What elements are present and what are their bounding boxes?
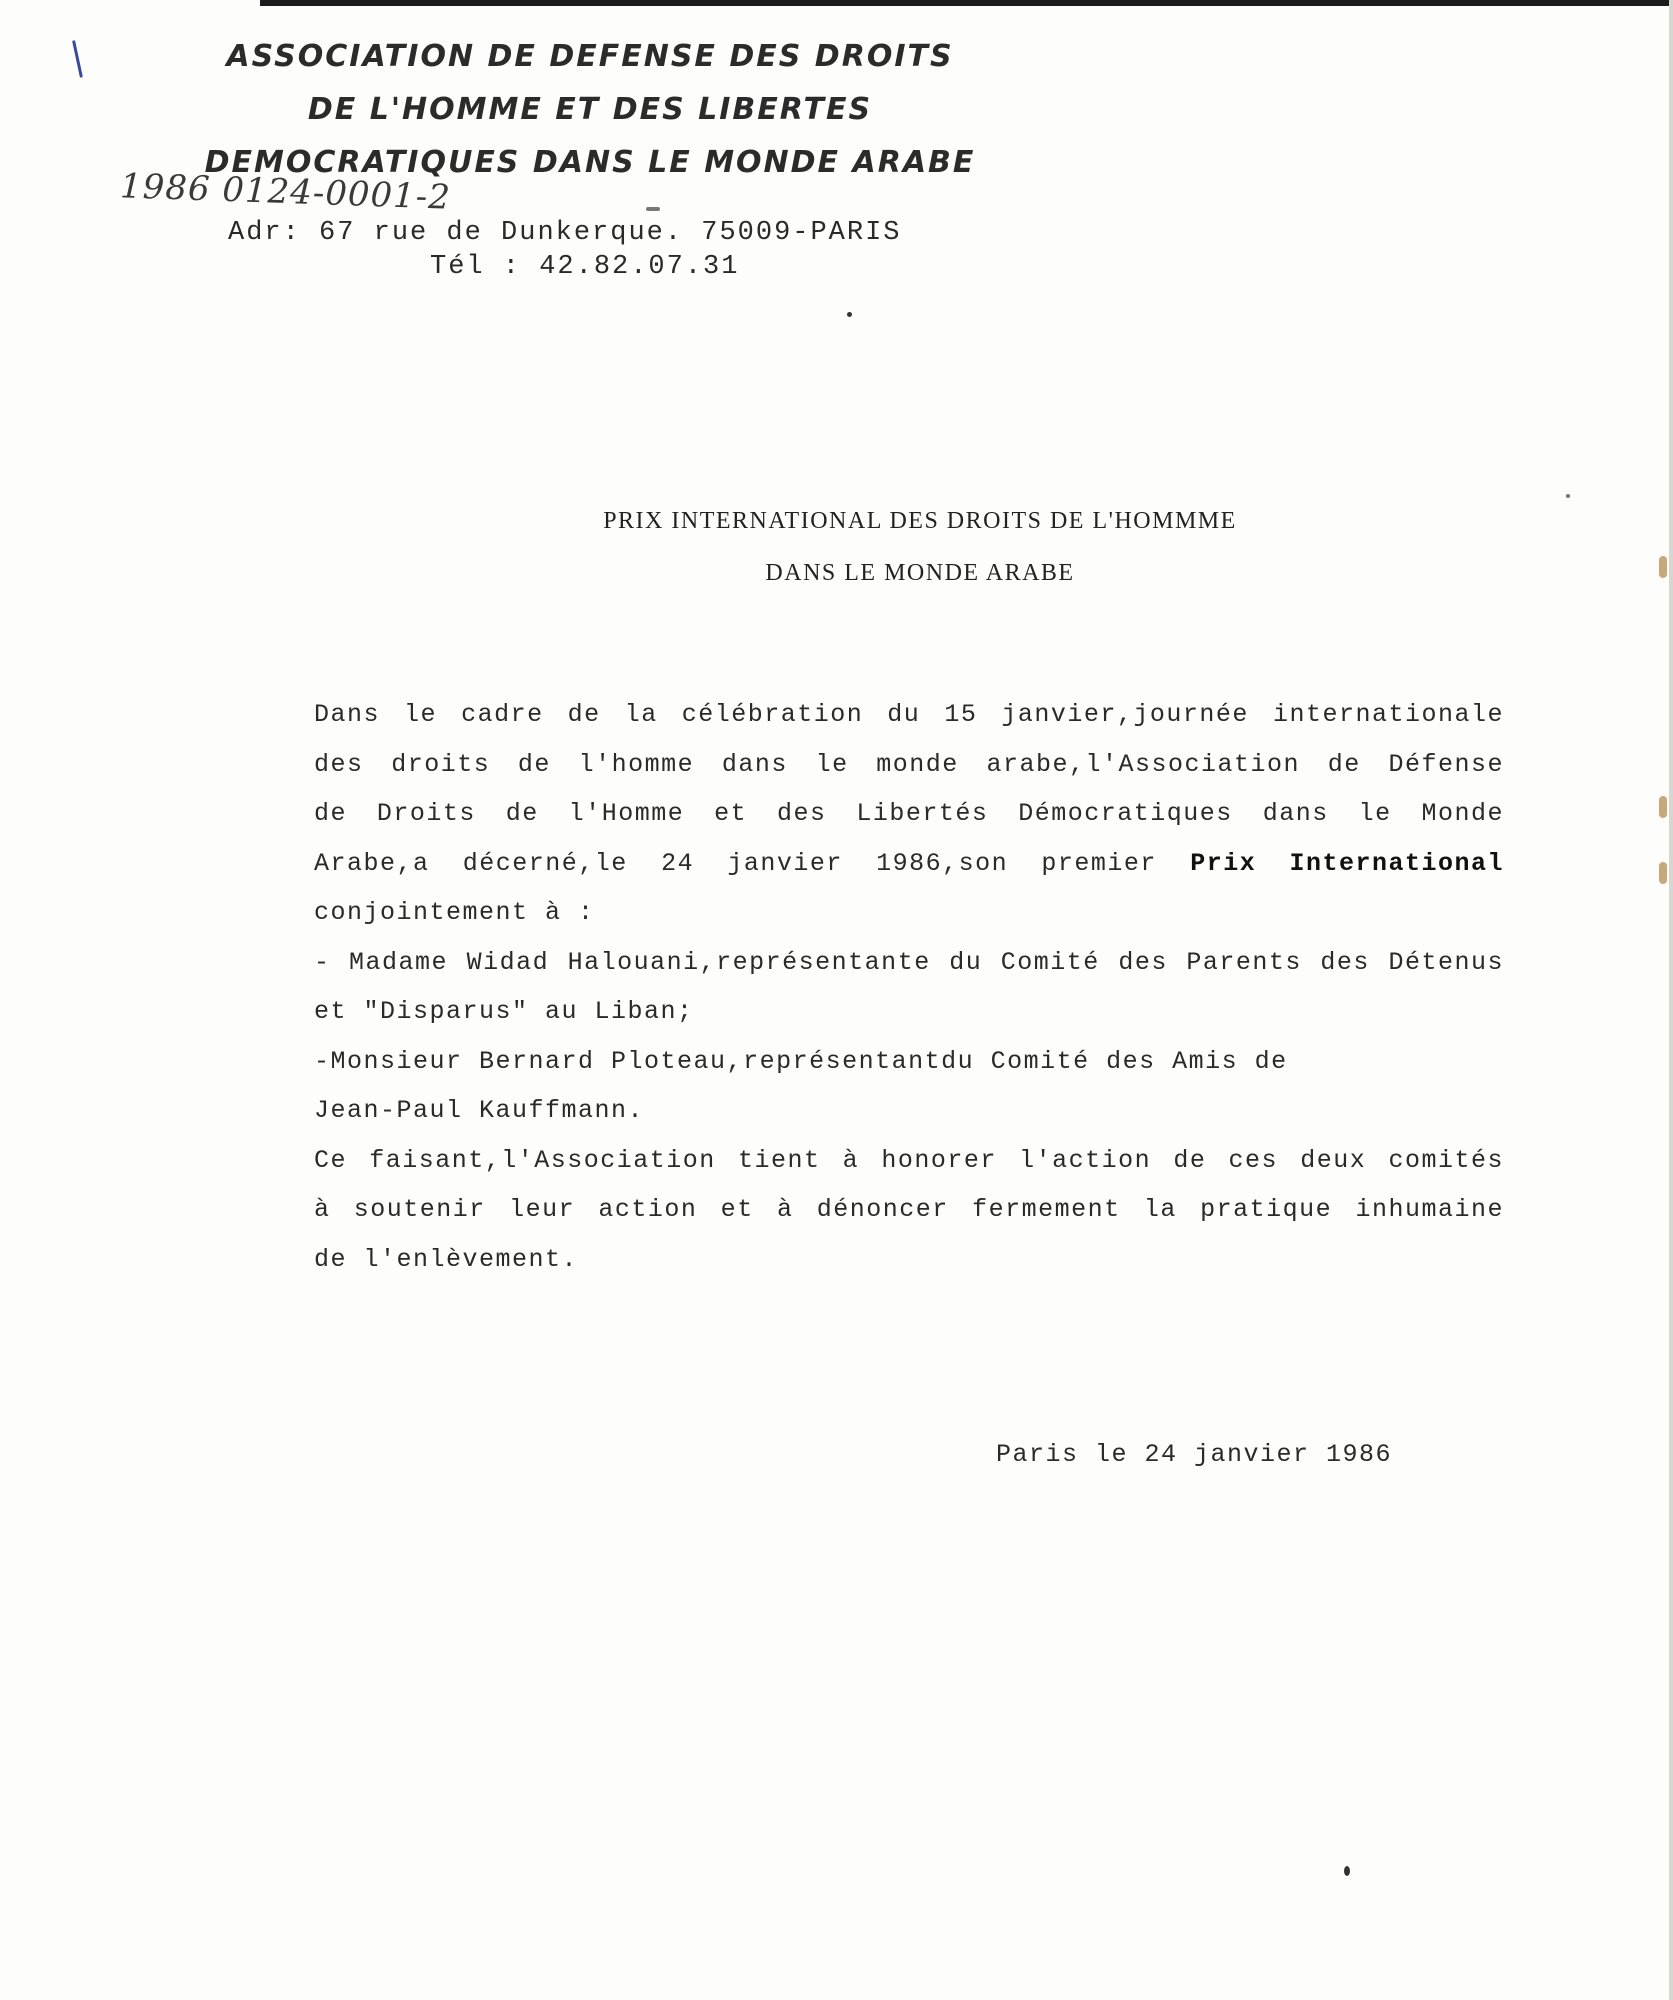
ink-speck — [1344, 1866, 1350, 1876]
page-right-edge — [1669, 0, 1673, 2000]
body-line-10: Ce faisant,l'Association tient à honorer l'action de ces deux comités — [314, 1145, 1504, 1175]
pen-mark — [72, 40, 83, 78]
body-line-6: - Madame Widad Halouani,représentante du Comité des Parents des Détenus — [314, 947, 1504, 977]
body-line-4-text: Arabe,a décerné,le 24 janvier 1986,son premier — [314, 848, 1191, 878]
body-line-12: de l'enlèvement. — [314, 1244, 579, 1274]
ink-speck — [646, 207, 660, 211]
phone-line: Tél : 42.82.07.31 — [430, 252, 740, 282]
letterhead-line-1: ASSOCIATION DE DEFENSE DES DROITS — [226, 39, 954, 74]
letterhead — [200, 30, 980, 189]
paper-stain — [1659, 556, 1667, 578]
ink-speck — [1566, 494, 1570, 498]
document-title — [420, 495, 1420, 599]
body-line-5: conjointement à : — [314, 898, 595, 927]
body-line-4 — [314, 839, 1504, 889]
body-line-7: et "Disparus" au Liban; — [314, 997, 694, 1026]
letterhead-line-2: DE L'HOMME ET DES LIBERTES — [307, 92, 873, 127]
handwritten-reference: 1986 0124-0001-2 — [119, 166, 452, 218]
paper-stain — [1659, 796, 1667, 818]
body-line-3: de Droits de l'Homme et des Libertés Démocratiques dans le Monde — [314, 799, 1504, 828]
page-top-edge — [260, 0, 1673, 6]
body-line-11: à soutenir leur action et à dénoncer fermement la pratique inhumaine — [314, 1195, 1504, 1224]
document-body — [314, 690, 1504, 1284]
letterhead-line-3: DEMOCRATIQUES DANS LE MONDE ARABE — [204, 145, 976, 180]
ink-speck — [847, 312, 852, 317]
body-line-9: Jean-Paul Kauffmann. — [314, 1096, 645, 1125]
body-line-1: Dans le cadre de la célébration du 15 janvier,journée internationale — [314, 700, 1504, 729]
place-and-date: Paris le 24 janvier 1986 — [996, 1440, 1393, 1469]
body-line-8: -Monsieur Bernard Ploteau,représentantdu Comité des Amis de — [314, 1046, 1288, 1076]
address-line: Adr: 67 rue de Dunkerque. 75009-PARIS — [228, 218, 902, 248]
paper-stain — [1659, 862, 1667, 884]
body-line-2: des droits de l'homme dans le monde arabe,l'Association de Défense — [314, 749, 1504, 779]
title-line-2: DANS LE MONDE ARABE — [765, 560, 1075, 586]
title-line-1: PRIX INTERNATIONAL DES DROITS DE L'HOMMME — [603, 508, 1237, 534]
prize-name: Prix International — [1190, 848, 1504, 878]
